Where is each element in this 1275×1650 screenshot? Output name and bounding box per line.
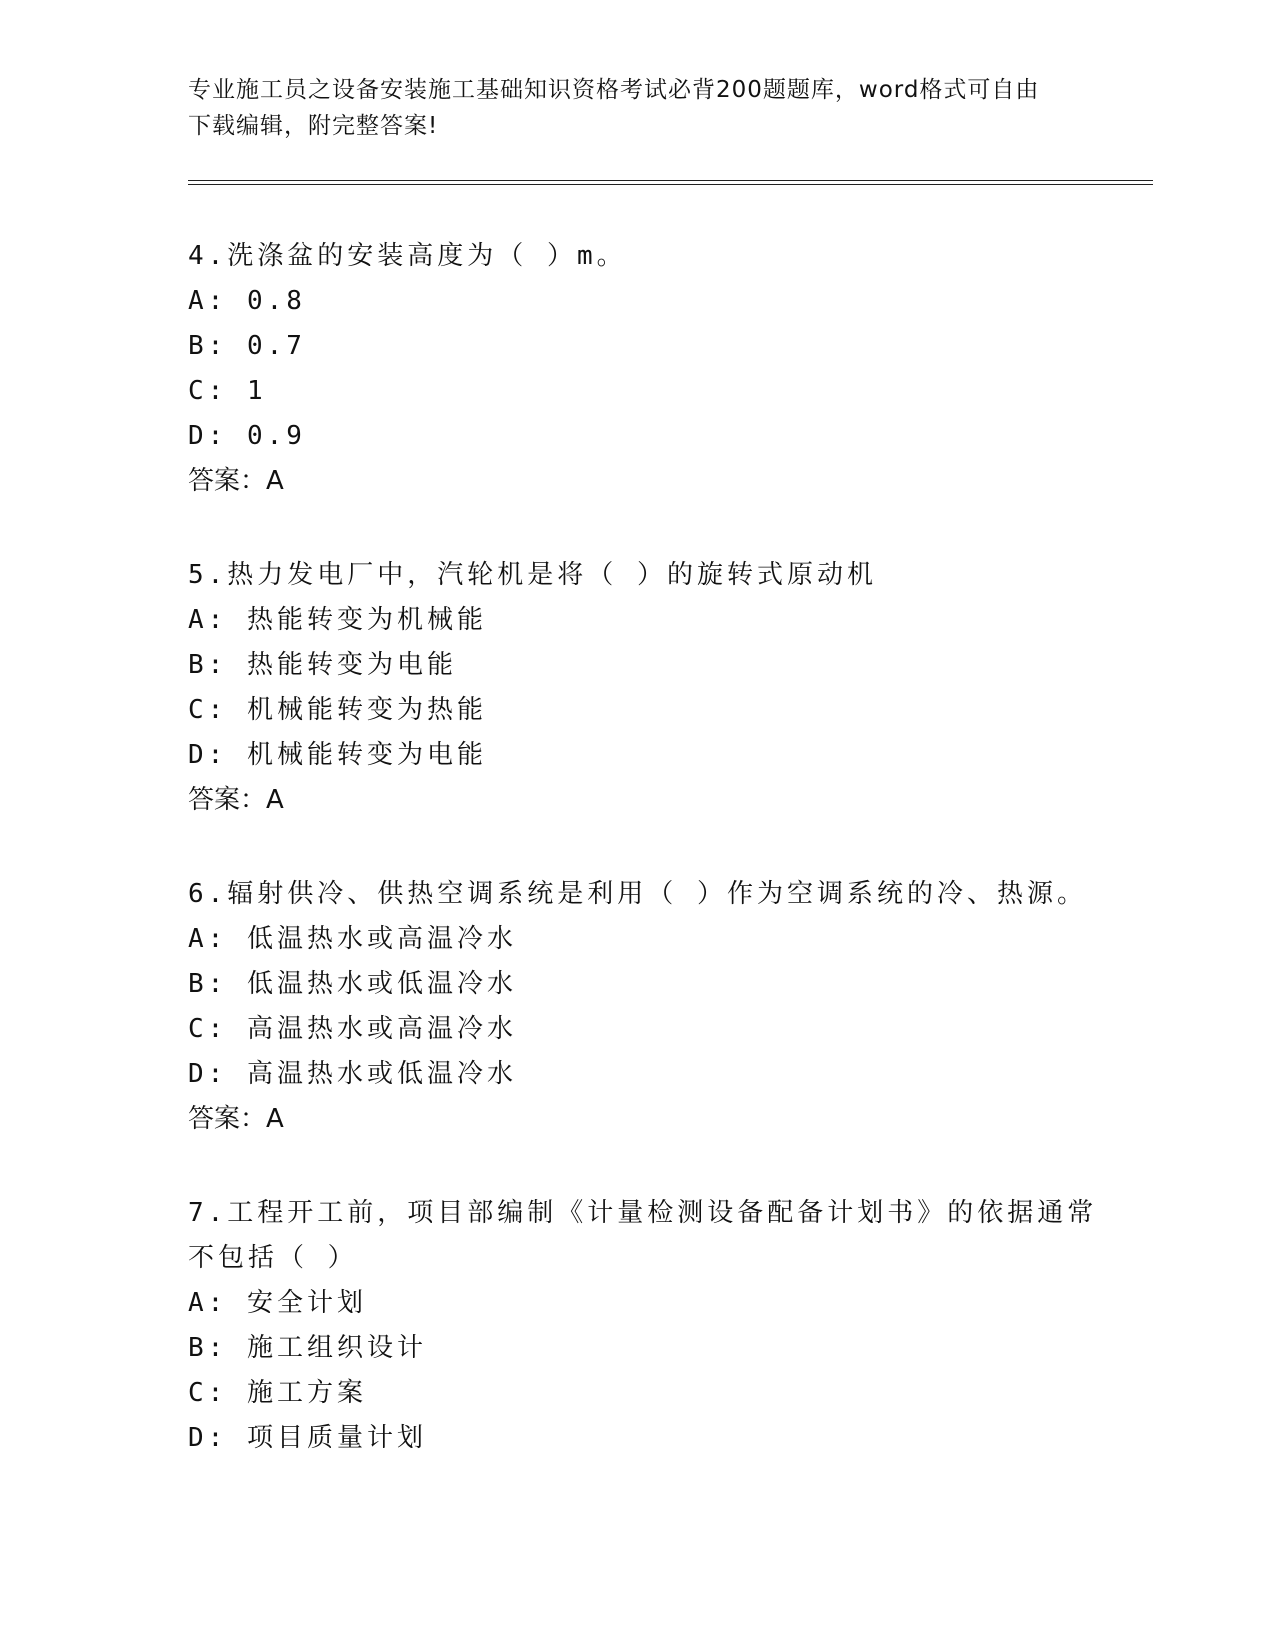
- question-title: 6.辐射供冷、供热空调系统是利用（ ）作为空调系统的冷、热源。: [188, 879, 1087, 909]
- question-title: 4.洗涤盆的安装高度为（ ）m。: [188, 241, 627, 271]
- question-7: [188, 1191, 1098, 1461]
- document-header: [188, 72, 1078, 144]
- option-b: B: 低温热水或低温冷水: [188, 969, 517, 999]
- option-c: C: 机械能转变为热能: [188, 695, 487, 725]
- option-c: C: 1: [188, 376, 267, 406]
- question-5: [188, 553, 1088, 823]
- answer-line: 答案：A: [188, 1104, 284, 1134]
- option-a: A: 低温热水或高温冷水: [188, 924, 517, 954]
- header-divider-top: [188, 180, 1153, 181]
- option-b: B: 0.7: [188, 331, 306, 361]
- option-c: C: 高温热水或高温冷水: [188, 1014, 517, 1044]
- option-b: B: 施工组织设计: [188, 1333, 427, 1363]
- option-a: A: 安全计划: [188, 1288, 367, 1318]
- question-title-line-2: 不包括（ ）: [188, 1243, 358, 1273]
- option-b: B: 热能转变为电能: [188, 650, 457, 680]
- answer-line: 答案：A: [188, 785, 284, 815]
- header-line-1: 专业施工员之设备安装施工基础知识资格考试必背200题题库，word格式可自由: [188, 77, 1040, 103]
- question-6: [188, 872, 1088, 1142]
- question-4: [188, 234, 1088, 504]
- option-a: A: 0.8: [188, 286, 306, 316]
- option-a: A: 热能转变为机械能: [188, 605, 487, 635]
- option-c: C: 施工方案: [188, 1378, 367, 1408]
- option-d: D: 机械能转变为电能: [188, 740, 487, 770]
- header-divider-bottom: [188, 184, 1153, 185]
- question-title: 5.热力发电厂中，汽轮机是将（ ）的旋转式原动机: [188, 560, 877, 590]
- question-title-line-1: 7.工程开工前，项目部编制《计量检测设备配备计划书》的依据通常: [188, 1198, 1098, 1228]
- option-d: D: 高温热水或低温冷水: [188, 1059, 517, 1089]
- answer-line: 答案：A: [188, 466, 284, 496]
- option-d: D: 0.9: [188, 421, 306, 451]
- header-line-2: 下载编辑，附完整答案!: [188, 113, 439, 139]
- option-d: D: 项目质量计划: [188, 1423, 427, 1453]
